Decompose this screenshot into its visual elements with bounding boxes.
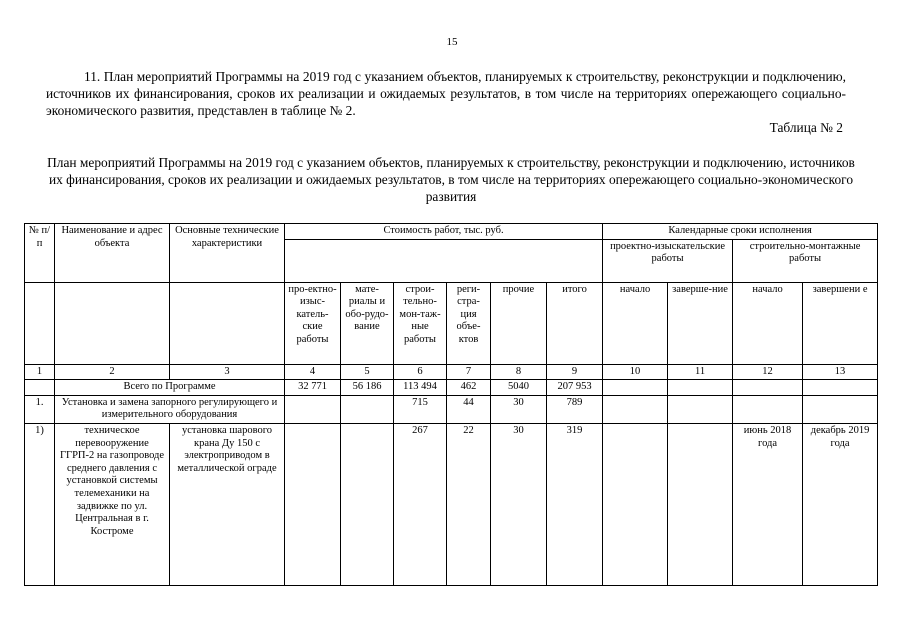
item-constr-end: декабрь 2019 года (803, 423, 878, 585)
section-num: 1. (25, 395, 55, 423)
header-chars-cont (170, 282, 285, 364)
header-cost-construction: строи-тельно-мон-таж-ные работы (394, 282, 447, 364)
section-label: Установка и замена запорного регулирующего и измерительного оборудования (55, 395, 285, 423)
item-c4 (285, 423, 341, 585)
program-table (24, 223, 878, 586)
col-num: 4 (285, 364, 341, 380)
header-design-start: начало (603, 282, 668, 364)
col-num: 8 (491, 364, 547, 380)
header-construction-group: строительно-монтажные работы (733, 239, 878, 282)
total-c13 (803, 380, 878, 396)
section-c8: 30 (491, 395, 547, 423)
total-row (25, 380, 878, 396)
item-c9: 319 (547, 423, 603, 585)
total-c11 (668, 380, 733, 396)
section-c7: 44 (447, 395, 491, 423)
header-cost-materials: мате-риалы и обо-рудо-вание (341, 282, 394, 364)
total-c6: 113 494 (394, 380, 447, 396)
col-num: 13 (803, 364, 878, 380)
section-c6: 715 (394, 395, 447, 423)
total-c9: 207 953 (547, 380, 603, 396)
col-num: 11 (668, 364, 733, 380)
item-c5 (341, 423, 394, 585)
total-c8: 5040 (491, 380, 547, 396)
col-num: 7 (447, 364, 491, 380)
header-constr-start: начало (733, 282, 803, 364)
col-num: 12 (733, 364, 803, 380)
header-num-cont (25, 282, 55, 364)
column-number-row (25, 364, 878, 380)
section-c10 (603, 395, 668, 423)
page-number: 15 (446, 36, 458, 48)
header-row-1 (25, 224, 878, 240)
section-c12 (733, 395, 803, 423)
section-c4 (285, 395, 341, 423)
header-row-4 (25, 282, 878, 364)
item-constr-start: июнь 2018 года (733, 423, 803, 585)
header-cost-spacer (285, 239, 603, 282)
item-c7: 22 (447, 423, 491, 585)
header-cost-registration: реги-стра-ция объе-ктов (447, 282, 491, 364)
total-c10 (603, 380, 668, 396)
section-c11 (668, 395, 733, 423)
col-num: 6 (394, 364, 447, 380)
header-num: № п/п (25, 224, 55, 283)
header-cost-design: про-ектно-изыс-катель-ские работы (285, 282, 341, 364)
table-label: Таблица № 2 (769, 120, 843, 135)
header-calendar: Календарные сроки исполнения (603, 224, 878, 240)
header-cost-other: прочие (491, 282, 547, 364)
section-c13 (803, 395, 878, 423)
header-cost: Стоимость работ, тыс. руб. (285, 224, 603, 240)
col-num: 9 (547, 364, 603, 380)
total-label: Всего по Программе (55, 380, 285, 396)
header-design-group: проектно-изыскательские работы (603, 239, 733, 282)
section-c5 (341, 395, 394, 423)
col-num: 1 (25, 364, 55, 380)
total-c12 (733, 380, 803, 396)
item-name: техническое перевооружение ГГРП-2 на газопроводе среднего давления с установкой системы телемеханики на задвижке по ул. Центральная в г. Костроме (55, 423, 170, 585)
header-constr-end: завершени е (803, 282, 878, 364)
total-c7: 462 (447, 380, 491, 396)
table-title: План мероприятий Программы на 2019 год с указанием объектов, планируемых к строительству, реконструкции и подключению, источников их финансирования, сроков их реализации и ожидаемых результатов, в том числе на территориях опережающего социально-экономического развития (47, 155, 855, 204)
item-c11 (668, 423, 733, 585)
header-design-end: заверше-ние (668, 282, 733, 364)
total-c5: 56 186 (341, 380, 394, 396)
col-num: 3 (170, 364, 285, 380)
item-c6: 267 (394, 423, 447, 585)
header-name: Наименование и адрес объекта (55, 224, 170, 283)
item-c10 (603, 423, 668, 585)
col-num: 10 (603, 364, 668, 380)
item-row (25, 423, 878, 585)
section-c9: 789 (547, 395, 603, 423)
item-num: 1) (25, 423, 55, 585)
col-num: 2 (55, 364, 170, 380)
section-row (25, 395, 878, 423)
item-c8: 30 (491, 423, 547, 585)
item-characteristics: установка шарового крана Ду 150 с электроприводом в металлической ограде (170, 423, 285, 585)
header-cost-total: итого (547, 282, 603, 364)
col-num: 5 (341, 364, 394, 380)
header-name-cont (55, 282, 170, 364)
total-c4: 32 771 (285, 380, 341, 396)
intro-paragraph: 11. План мероприятий Программы на 2019 год с указанием объектов, планируемых к строительству, реконструкции и подключению, источников их финансирования, сроков их реализации и ожидаемых результатов, в том числе на территориях опережающего социально-экономического развития, представлен в таблице № 2. (46, 69, 846, 118)
total-num (25, 380, 55, 396)
header-characteristics: Основные технические характеристики (170, 224, 285, 283)
